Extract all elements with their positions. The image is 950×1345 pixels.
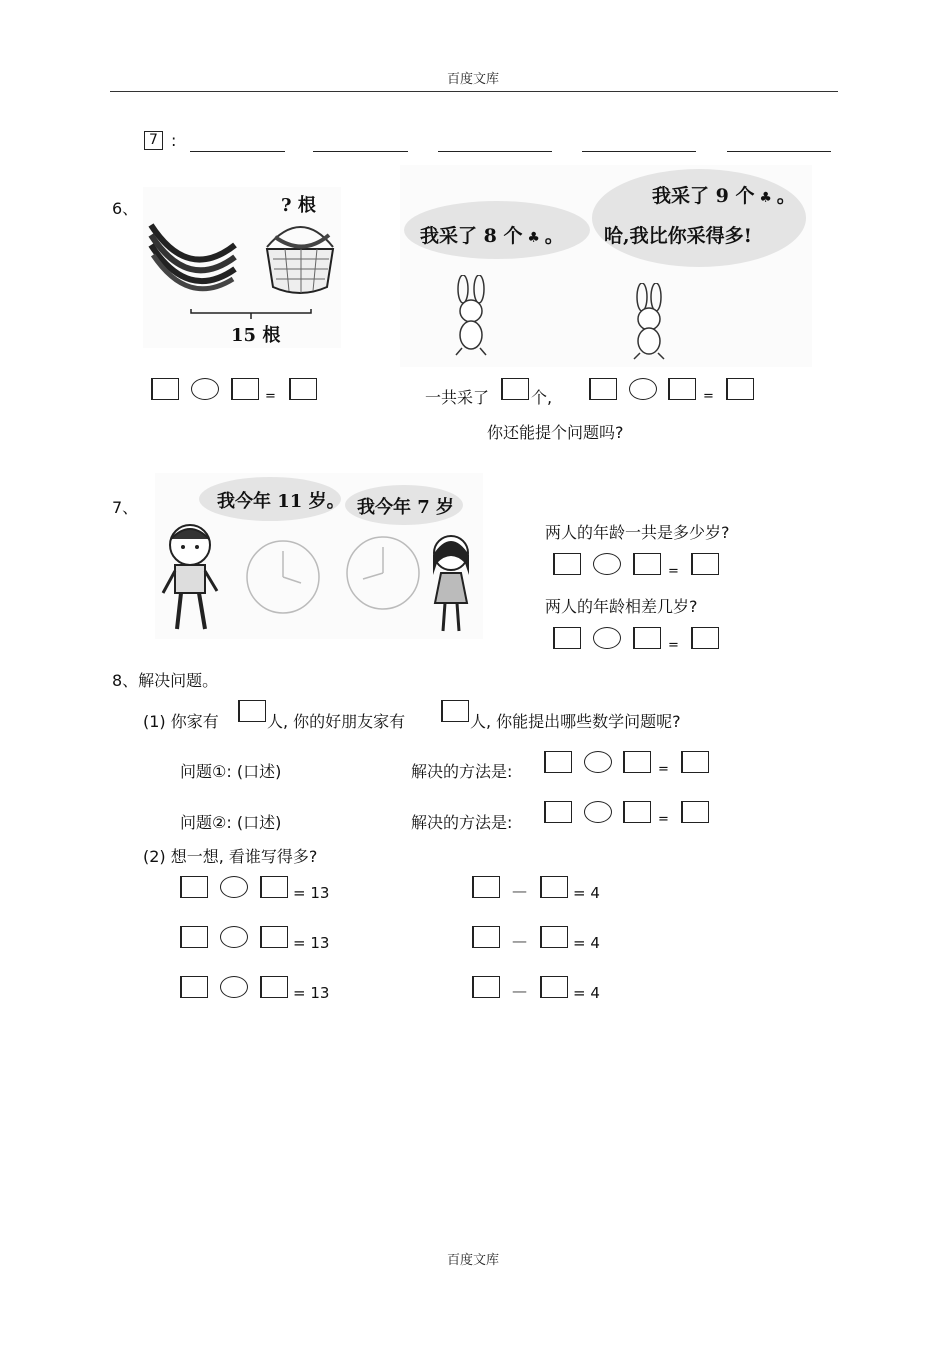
method-text: 解决的方法是: xyxy=(411,762,513,781)
question-number: 6、 xyxy=(112,199,139,218)
answer-box[interactable] xyxy=(289,378,317,400)
answer-box[interactable] xyxy=(553,627,581,649)
answer-box[interactable] xyxy=(540,876,568,898)
boy-icon xyxy=(159,521,221,637)
answer-box[interactable] xyxy=(260,876,288,898)
answer-box[interactable] xyxy=(544,801,572,823)
answer-blank[interactable] xyxy=(438,151,552,152)
header-rule xyxy=(110,91,838,92)
clock-icon xyxy=(243,517,423,637)
equals-sign: = xyxy=(265,389,276,404)
answer-box[interactable] xyxy=(260,976,288,998)
answer-box[interactable] xyxy=(441,700,469,722)
operator-circle[interactable] xyxy=(220,876,248,898)
diff-result: = 4 xyxy=(573,884,600,902)
rabbits-illustration xyxy=(400,165,812,367)
bananas-illustration xyxy=(143,187,341,348)
answer-box[interactable] xyxy=(151,378,179,400)
mushroom-icon: ♣ xyxy=(522,230,545,246)
boy-speech: 我今年 11 岁。 xyxy=(217,491,345,512)
problem1-text: 问题①: (口述) xyxy=(180,762,282,781)
question-number: 7、 xyxy=(112,498,139,517)
answer-box[interactable] xyxy=(472,976,500,998)
girl-icon xyxy=(425,533,477,637)
sum-result: = 13 xyxy=(293,934,330,952)
operator-circle[interactable] xyxy=(220,976,248,998)
answer-box[interactable] xyxy=(691,627,719,649)
answer-box[interactable] xyxy=(633,627,661,649)
part1-mid: 人, 你的好朋友家有 xyxy=(267,712,406,731)
minus-sign: — xyxy=(512,982,527,1000)
mushroom-icon: ♣ xyxy=(754,190,777,206)
part2-title: (2) 想一想, 看谁写得多? xyxy=(143,847,318,866)
diff-result: = 4 xyxy=(573,934,600,952)
part1-suffix: 人, 你能提出哪些数学问题呢? xyxy=(470,712,681,731)
equals-sign: = xyxy=(668,638,679,653)
sum-result: = 13 xyxy=(293,984,330,1002)
answer-box[interactable] xyxy=(231,378,259,400)
rabbit-icon xyxy=(448,275,494,357)
question-text: 你还能提个问题吗? xyxy=(487,423,624,442)
rabbit-right-speech-2: 哈,我比你采得多! xyxy=(604,225,752,247)
rabbit-left-speech: 我采了 8 个 ♣ 。 xyxy=(420,225,564,247)
operator-circle[interactable] xyxy=(220,926,248,948)
answer-blank[interactable] xyxy=(313,151,408,152)
answer-box[interactable] xyxy=(180,926,208,948)
minus-sign: — xyxy=(512,882,527,900)
answer-box[interactable] xyxy=(180,876,208,898)
girl-speech: 我今年 7 岁 xyxy=(357,497,455,518)
operator-circle[interactable] xyxy=(584,751,612,773)
answer-box[interactable] xyxy=(681,801,709,823)
answer-box[interactable] xyxy=(726,378,754,400)
rabbit-icon xyxy=(626,283,672,361)
question2-text: 两人的年龄相差几岁? xyxy=(545,597,698,616)
operator-circle[interactable] xyxy=(593,553,621,575)
total-count-label: 15 根 xyxy=(231,325,281,346)
colon: : xyxy=(171,131,177,150)
answer-box[interactable] xyxy=(681,751,709,773)
answer-blank[interactable] xyxy=(727,151,831,152)
page-footer: 百度文库 xyxy=(447,1253,500,1268)
answer-box[interactable] xyxy=(540,976,568,998)
answer-box[interactable] xyxy=(472,926,500,948)
operator-circle[interactable] xyxy=(593,627,621,649)
basket-icon xyxy=(267,227,333,293)
page-header: 百度文库 xyxy=(447,72,500,87)
answer-box[interactable] xyxy=(623,751,651,773)
answer-box[interactable] xyxy=(553,553,581,575)
answer-box[interactable] xyxy=(180,976,208,998)
total-text-a: 一共采了 xyxy=(425,388,490,407)
equals-sign: = xyxy=(658,762,669,777)
question1-text: 两人的年龄一共是多少岁? xyxy=(545,523,730,542)
answer-blank[interactable] xyxy=(582,151,696,152)
operator-circle[interactable] xyxy=(191,378,219,400)
sum-result: = 13 xyxy=(293,884,330,902)
answer-box[interactable] xyxy=(260,926,288,948)
children-illustration xyxy=(155,473,483,639)
answer-box[interactable] xyxy=(472,876,500,898)
equals-sign: = xyxy=(658,812,669,827)
operator-circle[interactable] xyxy=(584,801,612,823)
q8-title: 8、解决问题。 xyxy=(112,671,219,690)
boxed-number: 7 xyxy=(144,131,163,150)
part1-prefix: (1) 你家有 xyxy=(143,712,219,731)
total-text-b: 个, xyxy=(531,388,553,407)
problem2-text: 问题②: (口述) xyxy=(180,813,282,832)
answer-box[interactable] xyxy=(544,751,572,773)
answer-box[interactable] xyxy=(589,378,617,400)
diff-result: = 4 xyxy=(573,984,600,1002)
method-text: 解决的方法是: xyxy=(411,813,513,832)
answer-box[interactable] xyxy=(623,801,651,823)
equals-sign: = xyxy=(703,389,714,404)
rabbit-right-speech-1: 我采了 9 个 ♣ 。 xyxy=(652,185,796,207)
answer-box[interactable] xyxy=(691,553,719,575)
answer-blank[interactable] xyxy=(190,151,285,152)
answer-box[interactable] xyxy=(501,378,529,400)
minus-sign: — xyxy=(512,932,527,950)
unknown-count-label: ? 根 xyxy=(281,195,316,216)
operator-circle[interactable] xyxy=(629,378,657,400)
answer-box[interactable] xyxy=(238,700,266,722)
answer-box[interactable] xyxy=(668,378,696,400)
equals-sign: = xyxy=(668,564,679,579)
answer-box[interactable] xyxy=(540,926,568,948)
answer-box[interactable] xyxy=(633,553,661,575)
